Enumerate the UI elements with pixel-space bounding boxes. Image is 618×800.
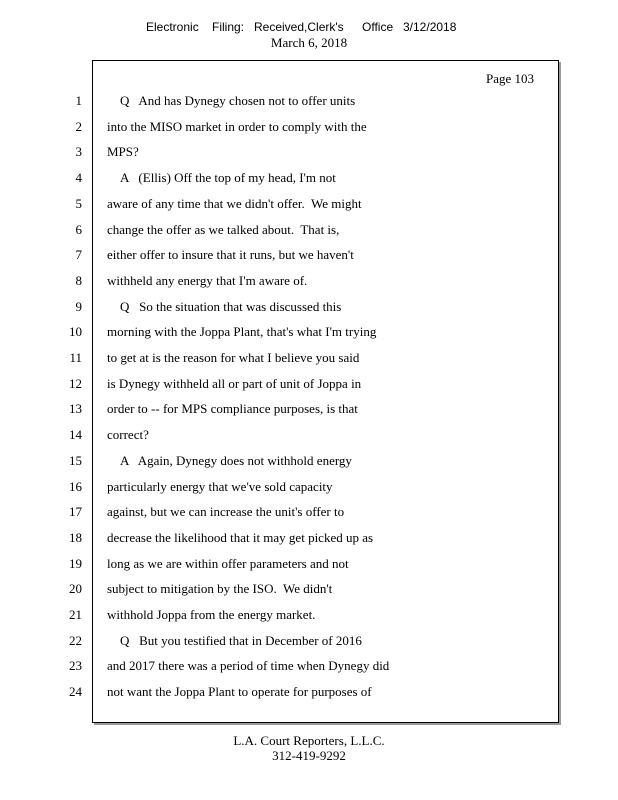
line-number: 9	[75, 299, 82, 314]
transcript-line: morning with the Joppa Plant, that's what I'm trying	[107, 324, 377, 339]
stamp-date: 3/12/2018	[403, 20, 457, 34]
footer-phone: 312-419-9292	[272, 748, 346, 763]
transcript-line: Q But you testified that in December of 2016	[120, 633, 362, 648]
transcript-line: long as we are within offer parameters and not	[107, 556, 349, 571]
line-number: 1	[75, 93, 82, 108]
line-number: 18	[69, 530, 82, 545]
transcript-line: Q And has Dynegy chosen not to offer units	[120, 93, 356, 108]
line-number: 22	[69, 633, 82, 648]
line-number: 7	[75, 247, 82, 262]
transcript-line: is Dynegy withheld all or part of unit of Joppa in	[107, 376, 362, 391]
transcript-line: A (Ellis) Off the top of my head, I'm not	[120, 170, 336, 185]
line-number: 6	[75, 222, 82, 237]
transcript-line: particularly energy that we've sold capacity	[107, 479, 333, 494]
line-number: 24	[69, 684, 82, 699]
stamp-office: Office	[362, 20, 394, 34]
transcript-line: and 2017 there was a period of time when Dynegy did	[107, 658, 390, 673]
stamp-received-clerks: Received,Clerk's	[254, 20, 344, 34]
transcript-line: withhold Joppa from the energy market.	[107, 607, 316, 622]
line-number: 11	[69, 350, 82, 365]
transcript-line: correct?	[107, 427, 149, 442]
stamp-filing: Filing:	[212, 20, 245, 34]
transcript-line: subject to mitigation by the ISO. We didn't	[107, 581, 333, 596]
transcript-line: decrease the likelihood that it may get picked up as	[107, 530, 374, 545]
transcript-line: order to -- for MPS compliance purposes, is that	[107, 401, 358, 416]
footer-company: L.A. Court Reporters, L.L.C.	[233, 733, 385, 748]
line-number: 5	[75, 196, 82, 211]
line-number: 3	[75, 144, 82, 159]
line-number: 10	[69, 324, 82, 339]
stamp-electronic: Electronic	[146, 20, 199, 34]
line-number: 20	[69, 581, 82, 596]
transcript-line: to get at is the reason for what I believe you said	[107, 350, 360, 365]
line-number: 16	[69, 479, 82, 494]
line-number: 4	[75, 170, 82, 185]
transcript-line: withheld any energy that I'm aware of.	[107, 273, 308, 288]
line-number: 17	[69, 504, 82, 519]
line-number: 23	[69, 658, 82, 673]
transcript-line: A Again, Dynegy does not withhold energy	[120, 453, 352, 468]
line-number: 15	[69, 453, 82, 468]
transcript-line: MPS?	[107, 144, 139, 159]
line-number: 12	[69, 376, 82, 391]
transcript-line: into the MISO market in order to comply with the	[107, 119, 367, 134]
transcript-line: Q So the situation that was discussed this	[120, 299, 342, 314]
transcript-line: against, but we can increase the unit's offer to	[107, 504, 345, 519]
transcript-line: aware of any time that we didn't offer. We might	[107, 196, 362, 211]
transcript-line: not want the Joppa Plant to operate for purposes of	[107, 684, 372, 699]
transcript-line: either offer to insure that it runs, but we haven't	[107, 247, 354, 262]
line-number: 21	[69, 607, 82, 622]
line-number: 19	[69, 556, 82, 571]
transcript-line: change the offer as we talked about. That is,	[107, 222, 340, 237]
line-number: 2	[75, 119, 82, 134]
line-number: 14	[69, 427, 82, 442]
line-number: 13	[69, 401, 82, 416]
line-number: 8	[75, 273, 82, 288]
page-number: Page 103	[485, 71, 534, 86]
filed-date: March 6, 2018	[270, 35, 348, 50]
